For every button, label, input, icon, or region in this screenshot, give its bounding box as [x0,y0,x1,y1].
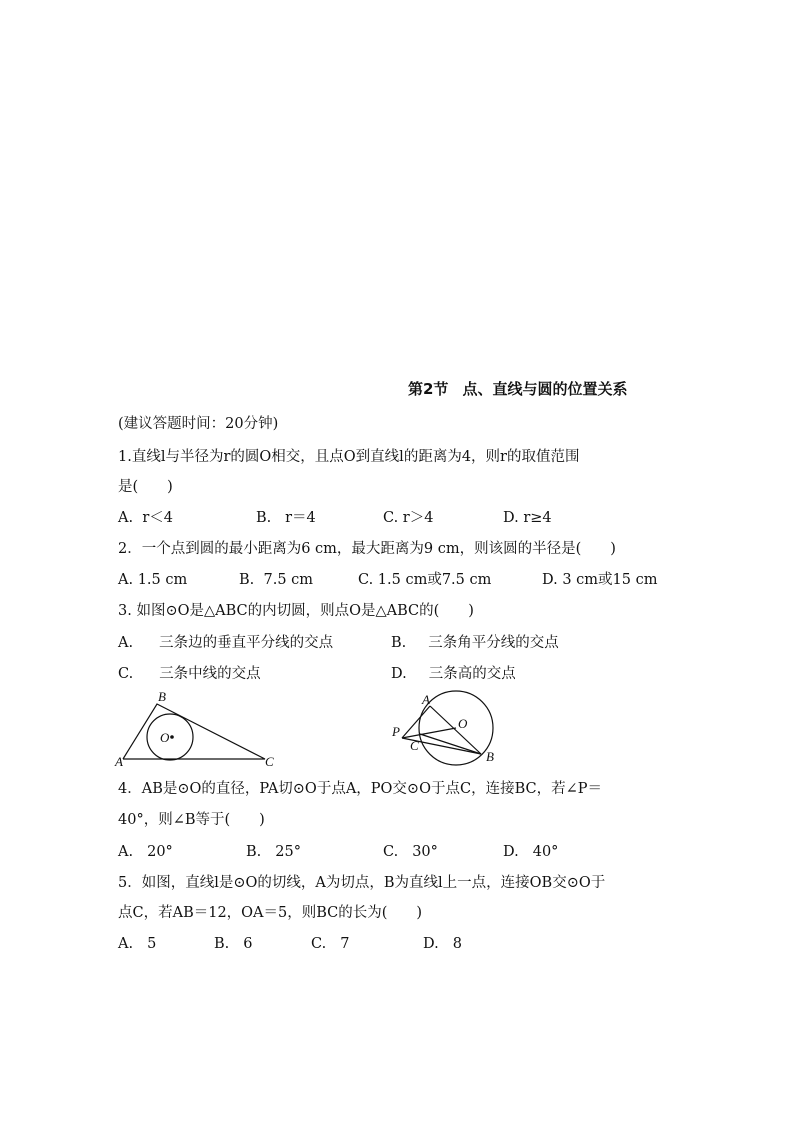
q2-option-c: C. 1.5 cm或7.5 cm [358,572,492,588]
q2-option-d: D. 3 cm或15 cm [542,572,658,588]
q5-option-b: B. 6 [214,936,253,952]
label-a: A [115,754,123,768]
label-o: O [160,730,170,745]
q2-option-a: A. 1.5 cm [118,572,188,588]
q3-option-c: C. 三条中线的交点 [118,666,261,682]
label-c: C [265,754,274,768]
q4-option-b: B. 25° [246,844,301,860]
q1-option-d: D. r≥4 [503,510,552,526]
label-o: O [458,716,468,731]
label-p: P [392,724,400,739]
question-4-line-2: 40°，则∠B等于( ) [118,812,265,828]
label-b: B [158,689,166,704]
section-title [408,378,627,399]
section-title-text: 点、直线与圆的位置关系 [462,380,628,398]
q3-option-b: B. 三条角平分线的交点 [391,635,559,651]
question-3-line-1: 3. 如图⊙O是△ABC的内切圆，则点O是△ABC的( ) [118,603,474,619]
question-2-line-1: 2．一个点到圆的最小距离为6 cm，最大距离为9 cm，则该圆的半径是( ) [118,541,616,557]
section-number: 第2节 [408,380,449,398]
question-5-line-1: 5．如图，直线l是⊙O的切线，A为切点，B为直线l上一点，连接OB交⊙O于 [118,875,606,891]
time-note: (建议答题时间：20分钟) [118,416,279,432]
q4-option-a: A. 20° [118,844,173,860]
q4-option-c: C. 30° [383,844,438,860]
label-c: C [410,738,419,753]
q5-option-a: A. 5 [118,936,157,952]
center-dot [170,735,174,739]
q1-option-b: B. r＝4 [256,510,316,526]
question-5-line-2: 点C，若AB＝12，OA＝5，则BC的长为( ) [118,905,423,921]
label-b: B [486,749,494,764]
label-a: A [422,692,430,707]
q3-option-a: A. 三条边的垂直平分线的交点 [118,635,334,651]
question-1-line-2: 是( ) [118,479,173,495]
q5-option-c: C. 7 [311,936,350,952]
tangent-figure [390,690,510,770]
triangle-abc [123,704,265,759]
incircle [147,714,193,760]
q5-option-d: D. 8 [423,936,462,952]
incircle-figure [112,688,282,768]
diameter-ab [430,706,481,754]
q1-option-a: A. r＜4 [118,510,173,526]
q1-option-c: C. r＞4 [383,510,434,526]
q3-option-d: D. 三条高的交点 [391,666,516,682]
question-1-line-1: 1.直线l与半径为r的圆O相交，且点O到直线l的距离为4，则r的取值范围 [118,449,580,465]
q4-option-d: D. 40° [503,844,559,860]
question-4-line-1: 4．AB是⊙O的直径，PA切⊙O于点A，PO交⊙O于点C，连接BC，若∠P＝ [118,781,602,797]
q2-option-b: B. 7.5 cm [239,572,314,588]
